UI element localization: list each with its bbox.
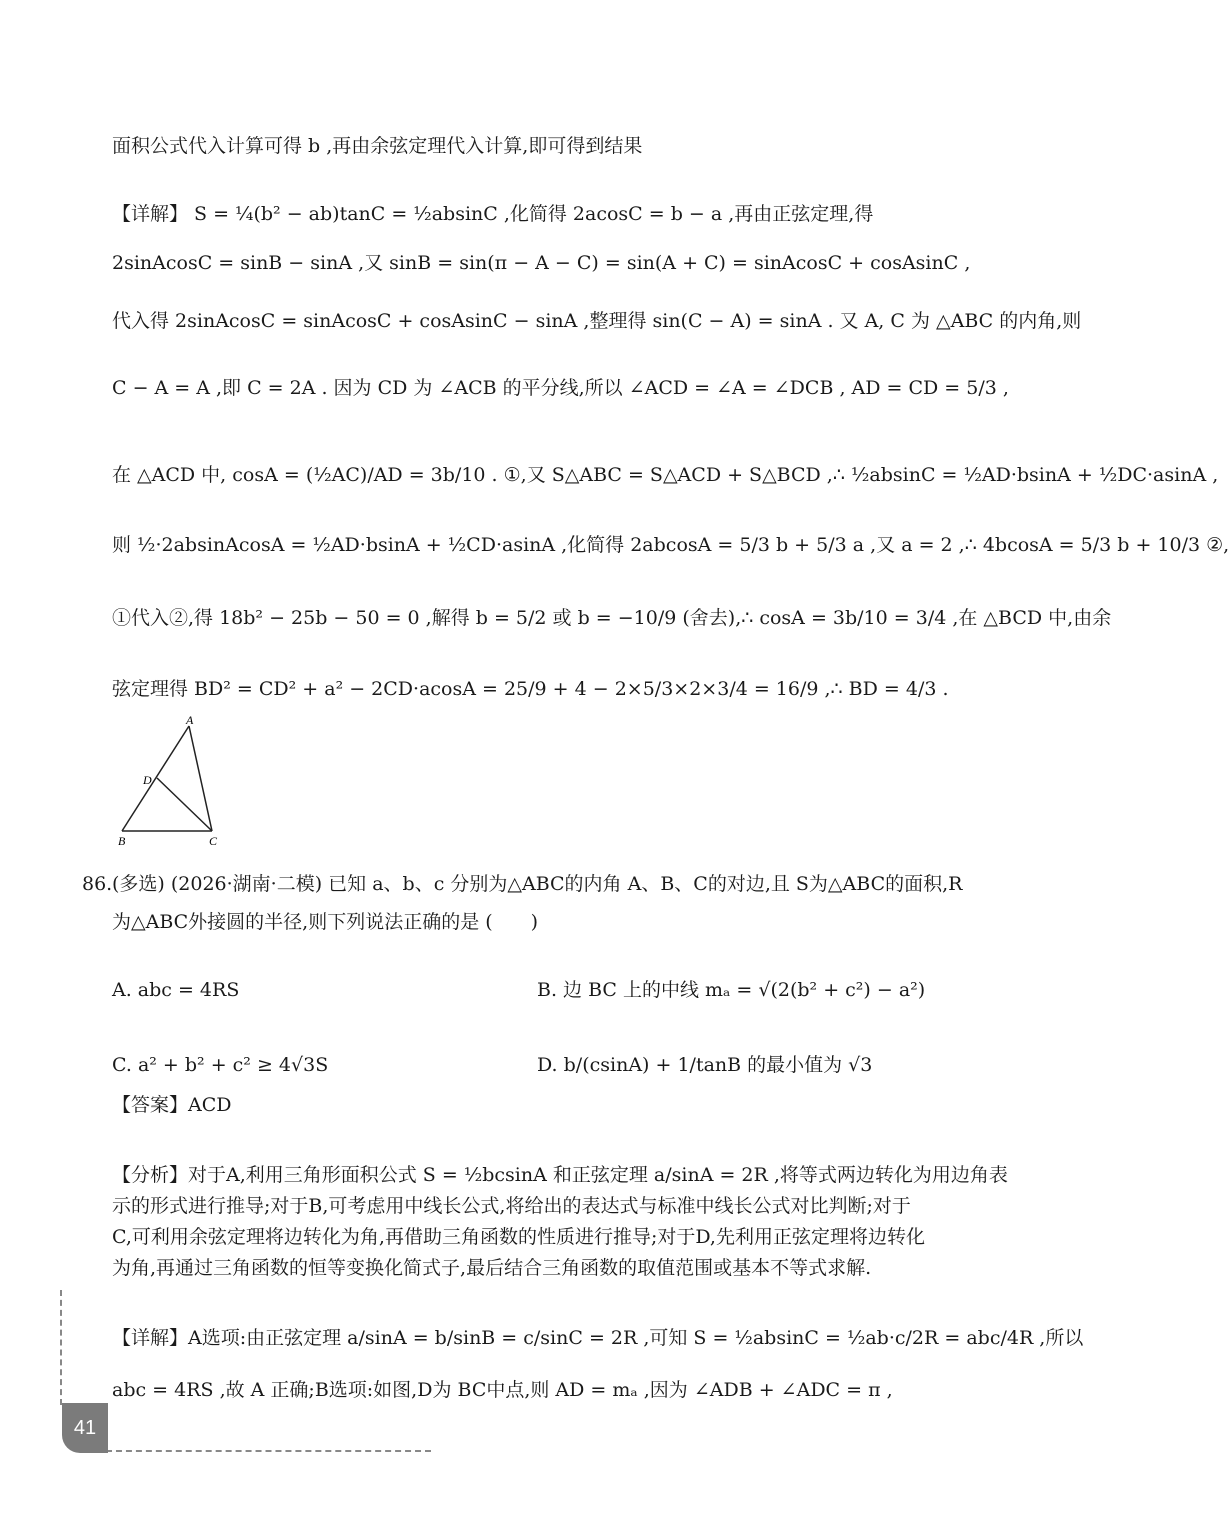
solution-line-1: 面积公式代入计算可得 b ,再由余弦定理代入计算,即可得到结果 [112,135,643,157]
solution-line-2: 【详解】 S = ¼(b² − ab)tanC = ½absinC ,化简得 2acosC = b − a ,再由正弦定理,得 [112,203,874,225]
detail-line-1: 【详解】A选项:由正弦定理 a/sinA = b/sinB = c/sinC = 2R ,可知 S = ½absinC = ½ab·c/2R = abc/4R ,所以 [112,1327,1084,1349]
analysis-line-1: 【分析】对于A,利用三角形面积公式 S = ½bcsinA 和正弦定理 a/sinA = 2R ,将等式两边转化为用边角表 [112,1164,1008,1186]
detail-line-2: abc = 4RS ,故 A 正确;B选项:如图,D为 BC中点,则 AD = mₐ ,因为 ∠ADB + ∠ADC = π , [112,1379,893,1401]
answer-line: 【答案】ACD [112,1094,232,1116]
option-b: B. 边 BC 上的中线 mₐ = √(2(b² + c²) − a²) [537,979,926,1001]
option-c: C. a² + b² + c² ≥ 4√3S [112,1054,329,1076]
solution-line-3: 2sinAcosC = sinB − sinA ,又 sinB = sin(π − A − C) = sin(A + C) = sinAcosC + cosAsinC , [112,252,971,274]
vertex-label-d: D [143,773,152,787]
solution-line-6: 在 △ACD 中, cosA = (½AC)/AD = 3b/10 . ①,又 S△ABC = S△ACD + S△BCD ,∴ ½absinC = ½AD·bsinA + ½DC·asinA , [112,464,1219,486]
page-number: 41 [62,1403,108,1453]
analysis-line-3: C,可利用余弦定理将边转化为角,再借助三角函数的性质进行推导;对于D,先利用正弦定理将边转化 [112,1226,925,1248]
question-stem-2: 为△ABC外接圆的半径,则下列说法正确的是 ( ) [112,911,539,933]
question-number: 86. [82,873,113,895]
vertex-label-b: B [118,834,126,848]
solution-line-9: 弦定理得 BD² = CD² + a² − 2CD·acosA = 25/9 + 4 − 2×5/3×2×3/4 = 16/9 ,∴ BD = 4/3 . [112,678,949,700]
solution-line-8: ①代入②,得 18b² − 25b − 50 = 0 ,解得 b = 5/2 或 b = −10/9 (舍去),∴ cosA = 3b/10 = 3/4 ,在 △BCD 中,由余 [112,607,1112,629]
question-stem-1: (多选) (2026·湖南·二模) 已知 a、b、c 分别为△ABC的内角 A、B、C的对边,且 S为△ABC的面积,R [112,873,963,895]
margin-dashed-rule-horizontal [106,1450,431,1452]
option-d: D. b/(csinA) + 1/tanB 的最小值为 √3 [537,1054,873,1076]
triangle-figure [112,712,227,852]
vertex-label-a: A [186,713,194,727]
solution-line-7: 则 ½·2absinAcosA = ½AD·bsinA + ½CD·asinA ,化简得 2abcosA = 5/3 b + 5/3 a ,又 a = 2 ,∴ 4bcosA = 5/3 b + 10/3 ②, [112,534,1229,556]
analysis-line-4: 为角,再通过三角函数的恒等变换化简式子,最后结合三角函数的取值范围或基本不等式求解. [112,1257,872,1279]
solution-line-4: 代入得 2sinAcosC = sinAcosC + cosAsinC − sinA ,整理得 sin(C − A) = sinA . 又 A, C 为 △ABC 的内角,则 [112,310,1082,332]
margin-dashed-rule-vertical [60,1290,62,1405]
analysis-line-2: 示的形式进行推导;对于B,可考虑用中线长公式,将给出的表达式与标准中线长公式对比判断;对于 [112,1195,911,1217]
solution-line-5: C − A = A ,即 C = 2A . 因为 CD 为 ∠ACB 的平分线,所以 ∠ACD = ∠A = ∠DCB , AD = CD = 5/3 , [112,377,1009,399]
vertex-label-c: C [209,834,218,848]
option-a: A. abc = 4RS [112,979,240,1001]
